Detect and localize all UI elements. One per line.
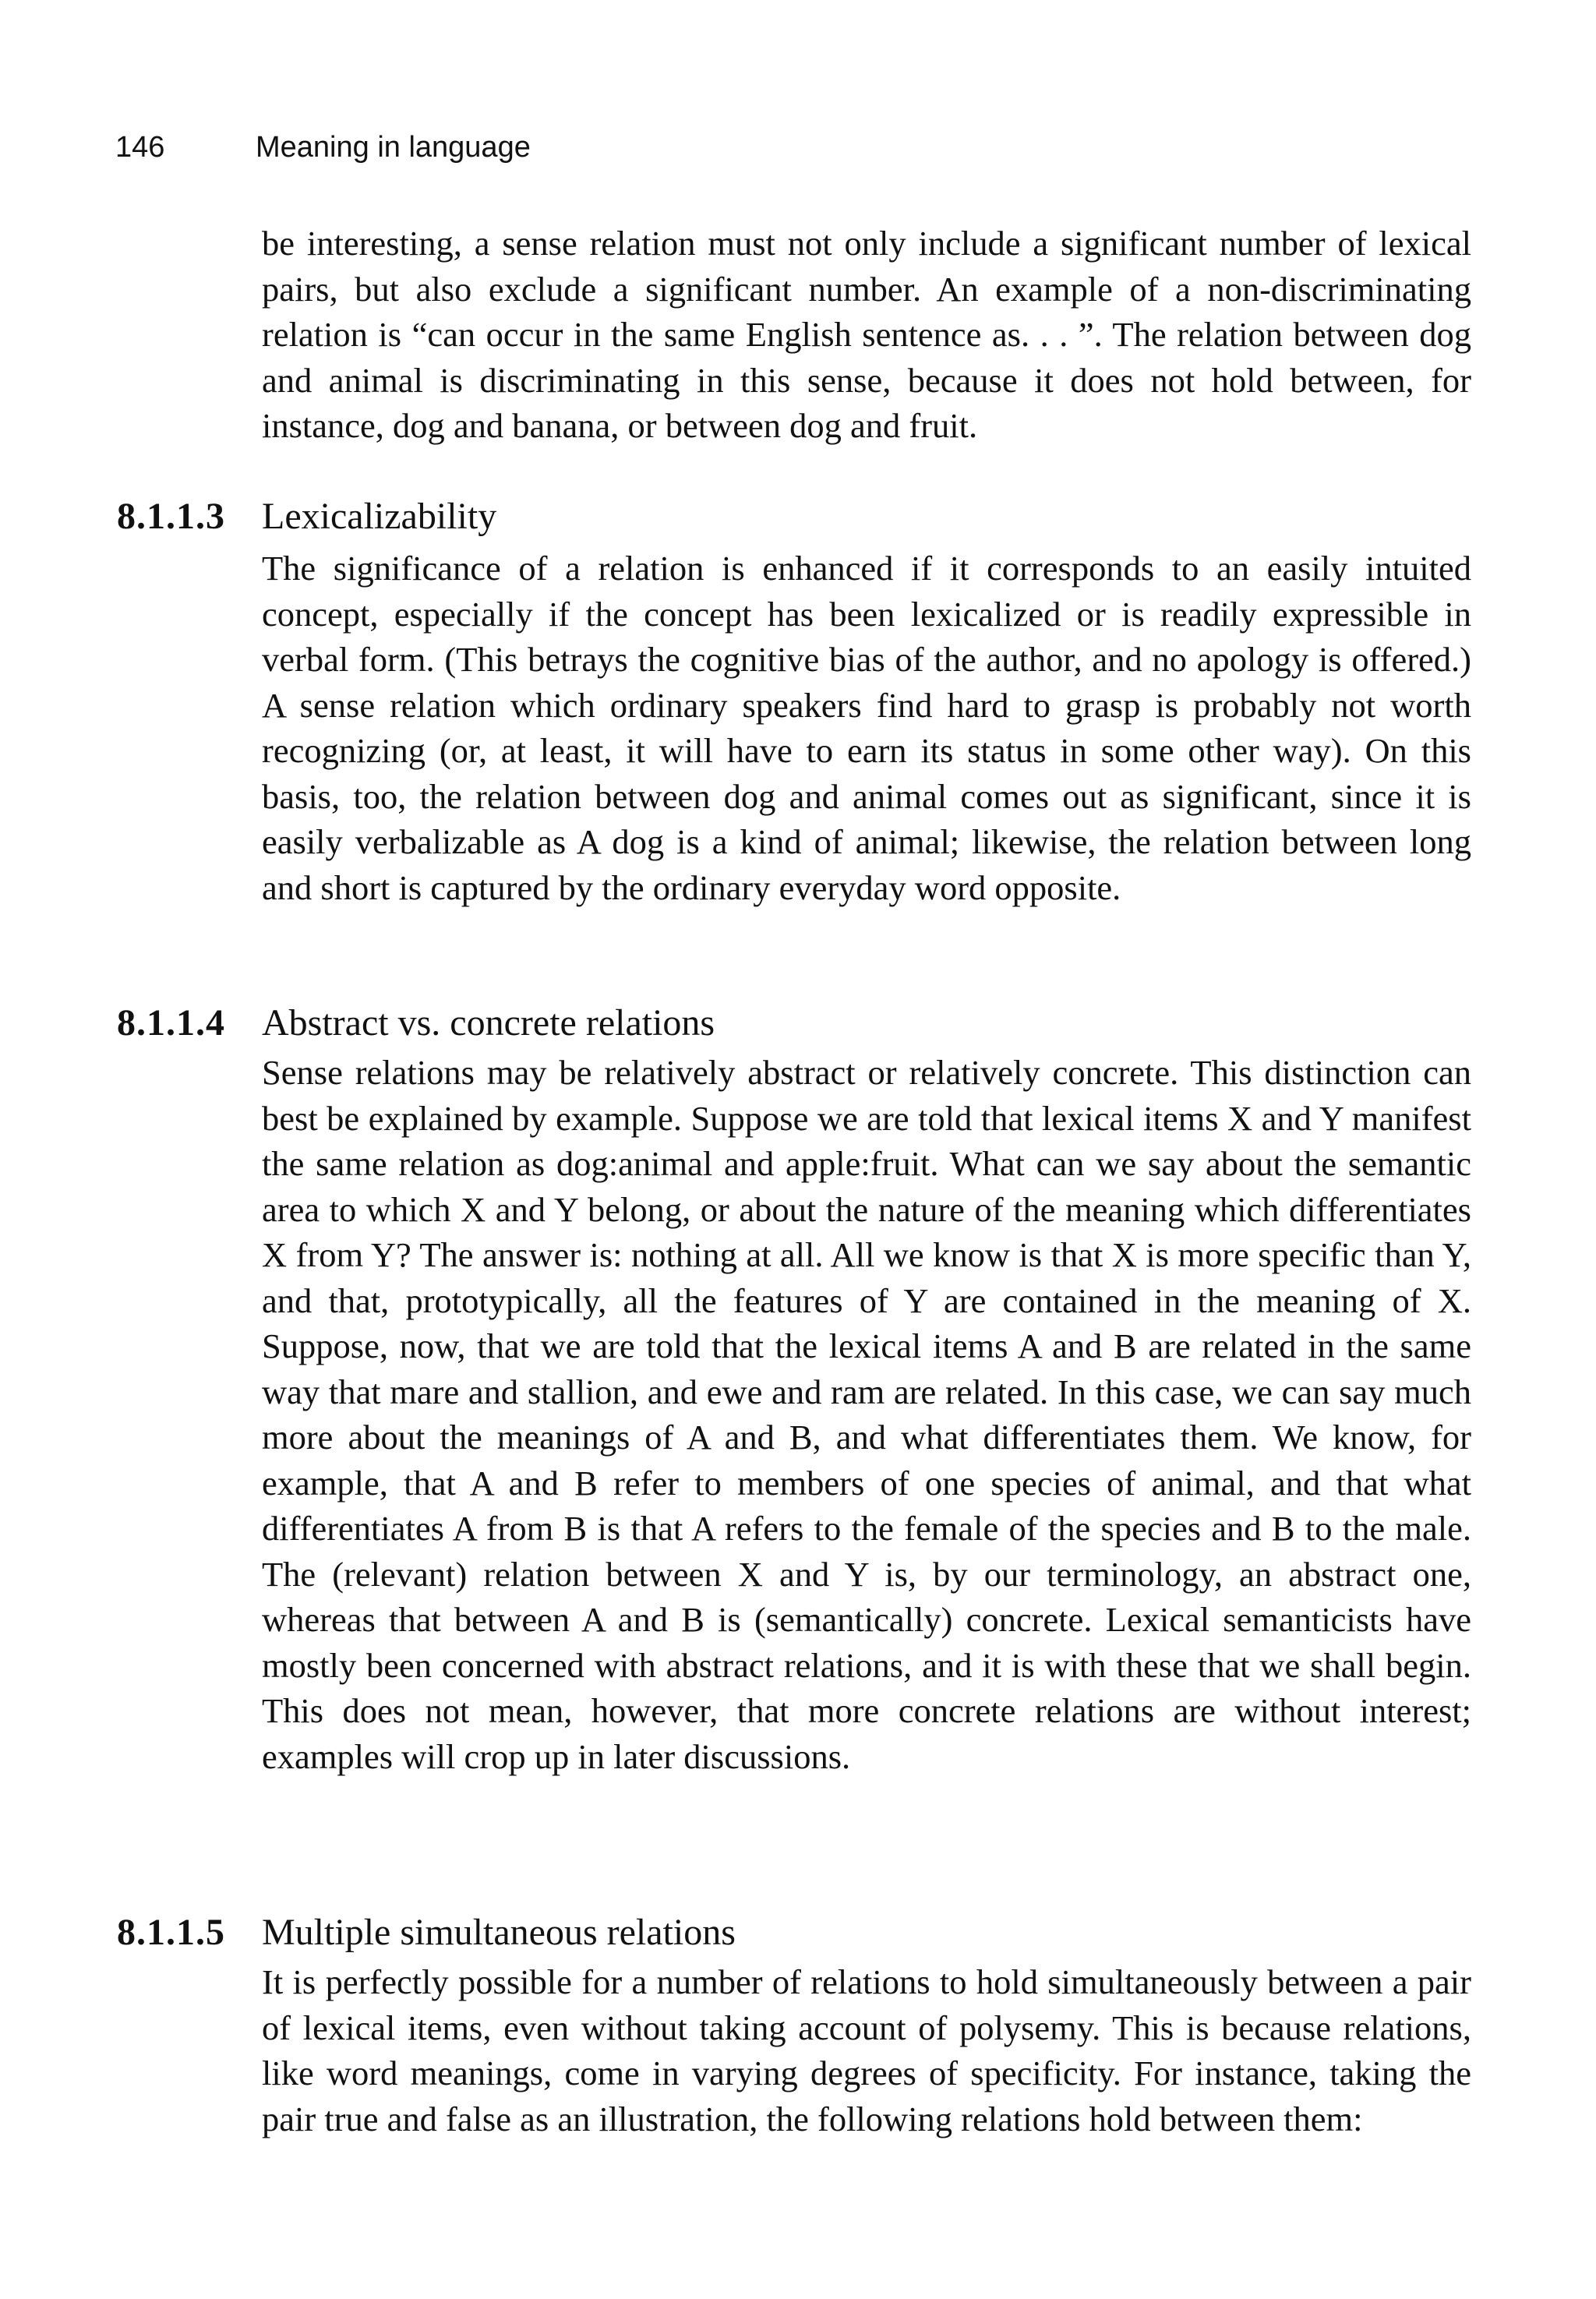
section-body-multiple-relations: It is perfectly possible for a number of relations to hold simultaneously between a pair of lexical items, even without taking account of polysemy. This is because relations, like word meanings, come in varying degrees of specificity. For instance, taking the pair true and false as an illustration, the following relations hold between them:: [262, 1962, 1471, 2138]
section-number: 8.1.1.4: [117, 1002, 225, 1044]
section-number: 8.1.1.5: [117, 1912, 225, 1953]
section-title: Multiple simultaneous relations: [262, 1912, 736, 1953]
page-number: 146: [115, 131, 165, 164]
chapter-title: Meaning in language: [256, 131, 531, 164]
section-title: Lexicalizability: [262, 496, 497, 537]
section-number: 8.1.1.3: [117, 496, 225, 537]
section-title: Abstract vs. concrete relations: [262, 1002, 715, 1044]
section-heading-abstract-vs-concrete: [117, 1000, 715, 1047]
section-body-lexicalizability: The significance of a relation is enhanced if it corresponds to an easily intuited concept, especially if the concept has been lexicalized or is readily expressible in verbal form. (This betrays the cognitive bias of the author, and no apology is offered.) A sense relation which ordinary speakers find hard to grasp is probably not worth recognizing (or, at least, it will have to earn its status in some other way). On this basis, too, the relation between dog and animal comes out as significant, since it is easily verbalizable as A dog is a kind of animal; likewise, the relation between long and short is captured by the ordinary everyday word opposite.: [262, 549, 1471, 907]
section-heading-multiple-relations: [117, 1909, 736, 1956]
section-heading-lexicalizability: [117, 493, 496, 540]
intro-paragraph: be interesting, a sense relation must not only include a significant number of lexical pairs, but also exclude a significant number. An example of a non-discriminating relation is “can occur in the same English sentence as. . . ”. The relation between dog and animal is discriminating in this sense, because it does not hold between, for instance, dog and banana, or between dog and fruit.: [262, 224, 1471, 445]
running-head: [115, 131, 531, 164]
section-body-abstract-vs-concrete: Sense relations may be relatively abstract or relatively concrete. This distinction can best be explained by example. Suppose we are told that lexical items X and Y manifest the same relation as dog:animal and apple:fruit. What can we say about the semantic area to which X and Y belong, or about the nature of the meaning which differentiates X from Y? The answer is: nothing at all. All we know is that X is more specific than Y, and that, prototypically, all the features of Y are contained in the meaning of X. Suppose, now, that we are told that the lexical items A and B are related in the same way that mare and stallion, and ewe and ram are related. In this case, we can say much more about the meanings of A and B, and what differentiates them. We know, for example, that A and B refer to members of one species of animal, and that what differentiates A from B is that A refers to the female of the species and B to the male. The (relevant) relation between X and Y is, by our terminology, an abstract one, whereas that between A and B is (semantically) concrete. Lexical semanticists have mostly been concerned with abstract relations, and it is with these that we shall begin. This does not mean, however, that more concrete relations are without interest; examples will crop up in later discussions.: [262, 1053, 1471, 1776]
